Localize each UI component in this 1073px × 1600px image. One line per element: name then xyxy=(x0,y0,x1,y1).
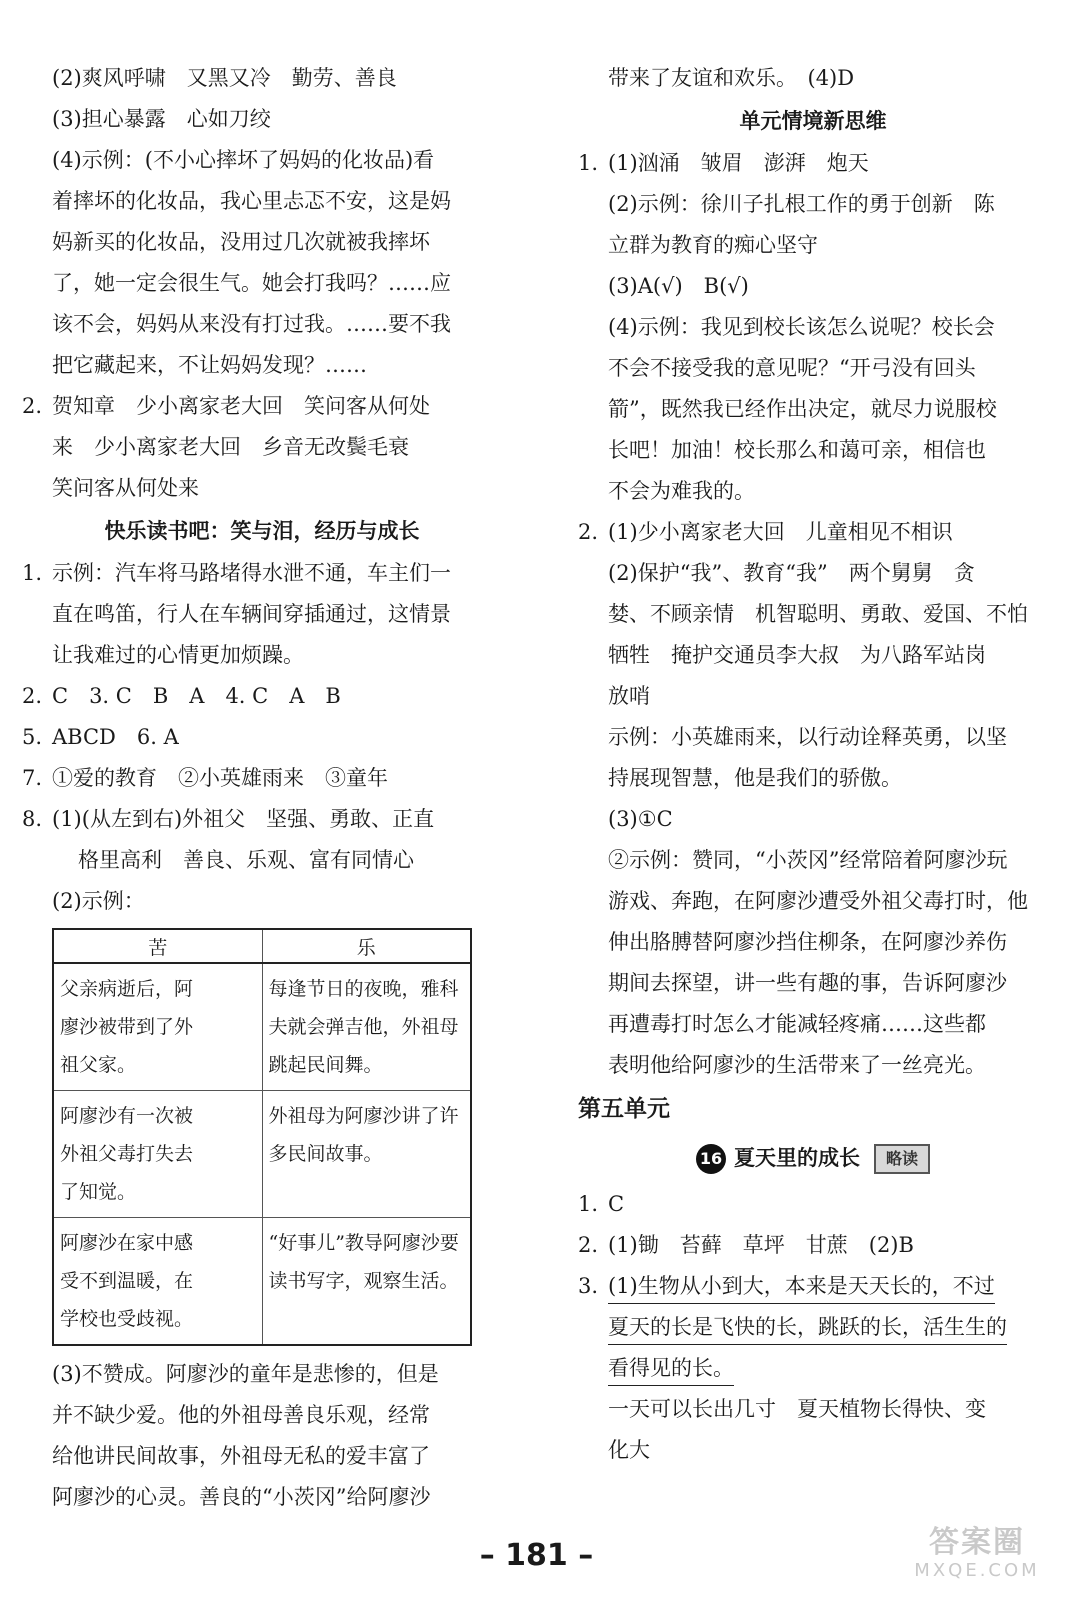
table-cell: 父亲病逝后，阿 廖沙被带到了外 祖父家。 xyxy=(53,963,262,1091)
lesson-title-row xyxy=(578,1132,1048,1184)
bitter-joy-table xyxy=(52,928,472,1346)
section-heading-unit-context: 单元情境新思维 xyxy=(739,109,887,133)
unit-q1-line: 长吧！加油！校长那么和蔼可亲，相信也 xyxy=(608,438,986,462)
left-column xyxy=(22,58,502,1518)
unit-q2-more-line: (3)①C xyxy=(608,807,673,831)
table-cell: 外祖母为阿廖沙讲了许 多民间故事。 xyxy=(262,1091,471,1218)
unit-q2-more-line: 示例：小英雄雨来，以行动诠释英勇，以坚 xyxy=(608,725,1007,749)
table-cell: “好事儿”教导阿廖沙要 读书写字，观察生活。 xyxy=(262,1218,471,1346)
table-row xyxy=(53,1218,471,1346)
reading-item-line: 5. ABCD 6. A xyxy=(22,717,502,758)
unit-q1-line: 箭”，既然我已经作出决定，就尽力说服校 xyxy=(608,397,997,421)
question-number: 7. xyxy=(22,766,43,790)
q8-3-line: 阿廖沙的心灵。善良的“小茨冈”给阿廖沙 xyxy=(52,1485,431,1509)
watermark-logo: 答案圈 MXQE.COM xyxy=(914,1525,1040,1581)
intro-line: 着摔坏的化妆品，我心里忐忑不安，这是妈 xyxy=(52,189,451,213)
lesson-q3 xyxy=(578,1266,1048,1471)
q8-continuation: 格里高利 善良、乐观、富有同情心 xyxy=(78,848,414,872)
unit-q2-more-line: 期间去探望，讲一些有趣的事，告诉阿廖沙 xyxy=(608,971,1007,995)
lesson-q3-line: 化大 xyxy=(608,1438,650,1462)
table-cell: 每逢节日的夜晚，雅科 夫就会弹吉他，外祖母 跳起民间舞。 xyxy=(262,963,471,1091)
table-row xyxy=(53,963,471,1091)
table-cell: 阿廖沙有一次被 外祖父毒打失去 了知觉。 xyxy=(53,1091,262,1218)
table-header-cell: 苦 xyxy=(53,929,262,963)
question-number: 1. xyxy=(22,561,43,585)
table-row xyxy=(53,1091,471,1218)
unit-q2-more-line: 游戏、奔跑，在阿廖沙遭受外祖父毒打时，他 xyxy=(608,889,1028,913)
unit-q2-line: 牺牲 掩护交通员李大叔 为八路军站岗 xyxy=(608,643,986,667)
lesson-type-badge: 略读 xyxy=(874,1144,930,1174)
unit-q2-line: 2. (1)少小离家老大回 儿童相见不相识 xyxy=(578,512,1048,553)
reading-item-line: 1. 示例：汽车将马路堵得水泄不通，车主们一 xyxy=(22,553,502,594)
lesson-number-badge: 16 xyxy=(696,1144,726,1174)
intro-line: (2)爽风呼啸 又黑又冷 勤劳、善良 xyxy=(52,66,397,90)
question-number: 8. xyxy=(22,807,43,831)
intro-line: (3)担心暴露 心如刀绞 xyxy=(52,107,271,131)
unit-title: 第五单元 xyxy=(578,1096,670,1122)
q8-3-line: 并不缺少爱。他的外祖母善良乐观，经常 xyxy=(52,1403,430,1427)
reading-item-line: 直在鸣笛，行人在车辆间穿插通过，这情景 xyxy=(52,602,451,626)
question-number: 2. xyxy=(22,394,43,418)
q2-line: 2. 贺知章 少小离家老大回 笑问客从何处 xyxy=(22,386,502,427)
table-cell: 阿廖沙在家中感 受不到温暖，在 学校也受歧视。 xyxy=(53,1218,262,1346)
reading-item-line: 8. (1)(从左到右)外祖父 坚强、勇敢、正直 xyxy=(22,799,502,840)
table-header-cell: 乐 xyxy=(262,929,471,963)
unit-q2-line: 放哨 xyxy=(608,684,650,708)
question-number: 2. xyxy=(22,684,43,708)
q8-part3-answer xyxy=(22,1354,502,1518)
continuation-line: 带来了友谊和欢乐。 (4)D xyxy=(608,66,855,90)
intro-line: 妈新买的化妆品，没用过几次就被我摔坏 xyxy=(52,230,430,254)
reading-item-line: 7. ①爱的教育 ②小英雄雨来 ③童年 xyxy=(22,758,502,799)
unit-q1-line: 1. (1)汹涌 皱眉 澎湃 炮天 xyxy=(578,143,1048,184)
unit-q1-line: 不会为难我的。 xyxy=(608,479,755,503)
right-continuation xyxy=(578,58,1048,99)
reading-item-line: 让我难过的心情更加烦躁。 xyxy=(52,643,304,667)
unit-q2-line: (2)保护“我”、教育“我” 两个舅舅 贪 xyxy=(608,561,975,585)
underlined-line: 夏天的长是飞快的长，跳跃的长，活生生的 xyxy=(578,1307,1048,1348)
reading-answers xyxy=(22,553,502,840)
unit-q2-more-line: 表明他给阿廖沙的生活带来了一丝亮光。 xyxy=(608,1053,986,1077)
q2-line: 来 少小离家老大回 乡音无改鬓毛衰 xyxy=(52,435,409,459)
section-heading-reading: 快乐读书吧：笑与泪，经历与成长 xyxy=(104,519,420,543)
unit-q1-line: (2)示例：徐川子扎根工作的勇于创新 陈 xyxy=(608,192,995,216)
reading-item-line: 2. C 3. C B A 4. C A B xyxy=(22,676,502,717)
unit-q2-line: 婪、不顾亲情 机智聪明、勇敢、爱国、不怕 xyxy=(608,602,1028,626)
question-number: 1. xyxy=(578,151,599,175)
unit-q2-more-line: 持展现智慧，他是我们的骄傲。 xyxy=(608,766,902,790)
unit-q1-line: 立群为教育的痴心坚守 xyxy=(608,233,818,257)
q8-3-line: 给他讲民间故事，外祖母无私的爱丰富了 xyxy=(52,1444,430,1468)
lesson-q3-line: 一天可以长出几寸 夏天植物长得快、变 xyxy=(608,1397,986,1421)
lesson-q1: 1. C xyxy=(578,1192,625,1216)
q2-line: 笑问客从何处来 xyxy=(52,476,199,500)
question-number: 3. xyxy=(578,1274,599,1298)
left-intro-answers xyxy=(22,58,502,386)
unit-q2-more-line: 伸出胳膊替阿廖沙挡住柳条，在阿廖沙养伤 xyxy=(608,930,1007,954)
right-question-2 xyxy=(578,512,1048,717)
unit-q2-more-line: ②示例：赞同，“小茨冈”经常陪着阿廖沙玩 xyxy=(608,848,1008,872)
q8-3-line: (3)不赞成。阿廖沙的童年是悲惨的，但是 xyxy=(52,1362,439,1386)
intro-line: 把它藏起来，不让妈妈发现？…… xyxy=(52,353,367,377)
intro-line: (4)示例：(不小心摔坏了妈妈的化妆品)看 xyxy=(52,148,435,172)
lesson-title: 夏天里的成长 xyxy=(733,1146,860,1170)
intro-line: 了，她一定会很生气。她会打我吗？……应 xyxy=(52,271,451,295)
underlined-line: 3. (1)生物从小到大，本来是天天长的，不过 xyxy=(578,1266,1048,1307)
left-question-2 xyxy=(22,386,502,509)
unit-q1-line: (4)示例：我见到校长该怎么说呢？校长会 xyxy=(608,315,995,339)
page-number: – 181 – xyxy=(479,1538,594,1573)
underlined-line: 看得见的长。 xyxy=(578,1348,1048,1389)
unit-q2-more-line: 再遭毒打时怎么才能减轻疼痛……这些都 xyxy=(608,1012,986,1036)
unit-q1-line: (3)A(√) B(√) xyxy=(608,274,749,298)
question-number: 5. xyxy=(22,725,43,749)
lesson-q2: 2. (1)锄 苔藓 草坪 甘蔗 (2)B xyxy=(578,1233,914,1257)
intro-line: 该不会，妈妈从来没有打过我。……要不我 xyxy=(52,312,451,336)
question-number: 2. xyxy=(578,520,599,544)
unit-q1-line: 不会不接受我的意见呢？“开弓没有回头 xyxy=(608,356,976,380)
q8-part2-label: (2)示例： xyxy=(52,889,145,913)
right-question-2-more xyxy=(578,717,1048,1086)
right-column xyxy=(578,58,1048,1471)
right-question-1 xyxy=(578,143,1048,512)
